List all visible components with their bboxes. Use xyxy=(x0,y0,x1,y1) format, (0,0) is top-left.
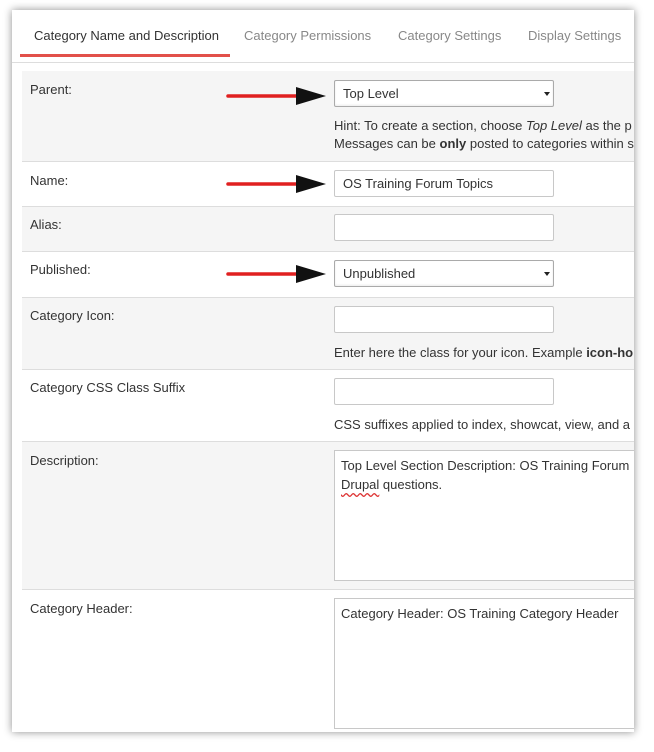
parent-hint-line2-end: posted to categories within s xyxy=(466,136,634,151)
name-input[interactable]: OS Training Forum Topics xyxy=(334,170,554,197)
category-icon-hint-text: Enter here the class for your icon. Example xyxy=(334,345,587,360)
alias-label: Alias: xyxy=(30,217,62,232)
chevron-down-icon xyxy=(544,272,550,276)
alias-input[interactable] xyxy=(334,214,554,241)
published-select-value: Unpublished xyxy=(343,266,416,281)
published-row xyxy=(22,252,634,298)
category-icon-hint xyxy=(334,344,633,362)
parent-hint-emphasis: Top Level xyxy=(525,118,582,133)
arrow-pointer-parent xyxy=(226,86,326,106)
name-row xyxy=(22,162,634,207)
parent-hint xyxy=(334,117,634,153)
parent-hint-line2: Messages can be xyxy=(334,136,440,151)
alias-row xyxy=(22,207,634,252)
published-label: Published: xyxy=(30,262,91,277)
description-label: Description: xyxy=(30,453,99,468)
category-icon-row xyxy=(22,298,634,370)
tab-category-name-description[interactable]: Category Name and Description xyxy=(34,28,219,43)
category-icon-hint-example: icon-ho xyxy=(586,345,634,360)
parent-hint-text: Hint: To create a section, choose xyxy=(334,118,526,133)
description-text: Top Level Section Description: OS Training Forum xyxy=(341,458,630,473)
description-row xyxy=(22,442,634,590)
parent-select-value: Top Level xyxy=(343,86,399,101)
active-tab-indicator xyxy=(20,54,230,57)
tab-category-settings[interactable]: Category Settings xyxy=(398,28,502,43)
tab-display-settings[interactable]: Display Settings xyxy=(528,28,622,43)
css-suffix-hint: CSS suffixes applied to index, showcat, view, and a xyxy=(334,417,631,432)
category-icon-label: Category Icon: xyxy=(30,308,115,323)
category-edit-panel xyxy=(12,10,634,732)
name-label: Name: xyxy=(30,173,69,188)
tab-category-permissions[interactable]: Category Permissions xyxy=(244,28,372,43)
category-header-row xyxy=(22,590,634,732)
published-select[interactable] xyxy=(334,260,554,287)
tab-bar xyxy=(12,10,634,63)
description-text-end: questions. xyxy=(379,477,443,492)
css-suffix-label: Category CSS Class Suffix xyxy=(30,380,186,395)
category-header-label: Category Header: xyxy=(30,601,133,616)
parent-hint-bold: only xyxy=(439,136,467,151)
category-header-textarea[interactable]: Category Header: OS Training Category Header xyxy=(334,598,634,729)
category-icon-input[interactable] xyxy=(334,306,554,333)
parent-select[interactable] xyxy=(334,80,554,107)
css-suffix-row xyxy=(22,370,634,442)
parent-row xyxy=(22,71,634,162)
arrow-pointer-published xyxy=(226,264,326,284)
css-suffix-input[interactable] xyxy=(334,378,554,405)
parent-label: Parent: xyxy=(30,82,72,97)
description-textarea[interactable] xyxy=(334,450,634,581)
arrow-pointer-name xyxy=(226,174,326,194)
parent-hint-text-end: as the p xyxy=(581,118,632,133)
chevron-down-icon xyxy=(544,92,550,96)
misspelled-word: Drupal xyxy=(341,477,380,492)
